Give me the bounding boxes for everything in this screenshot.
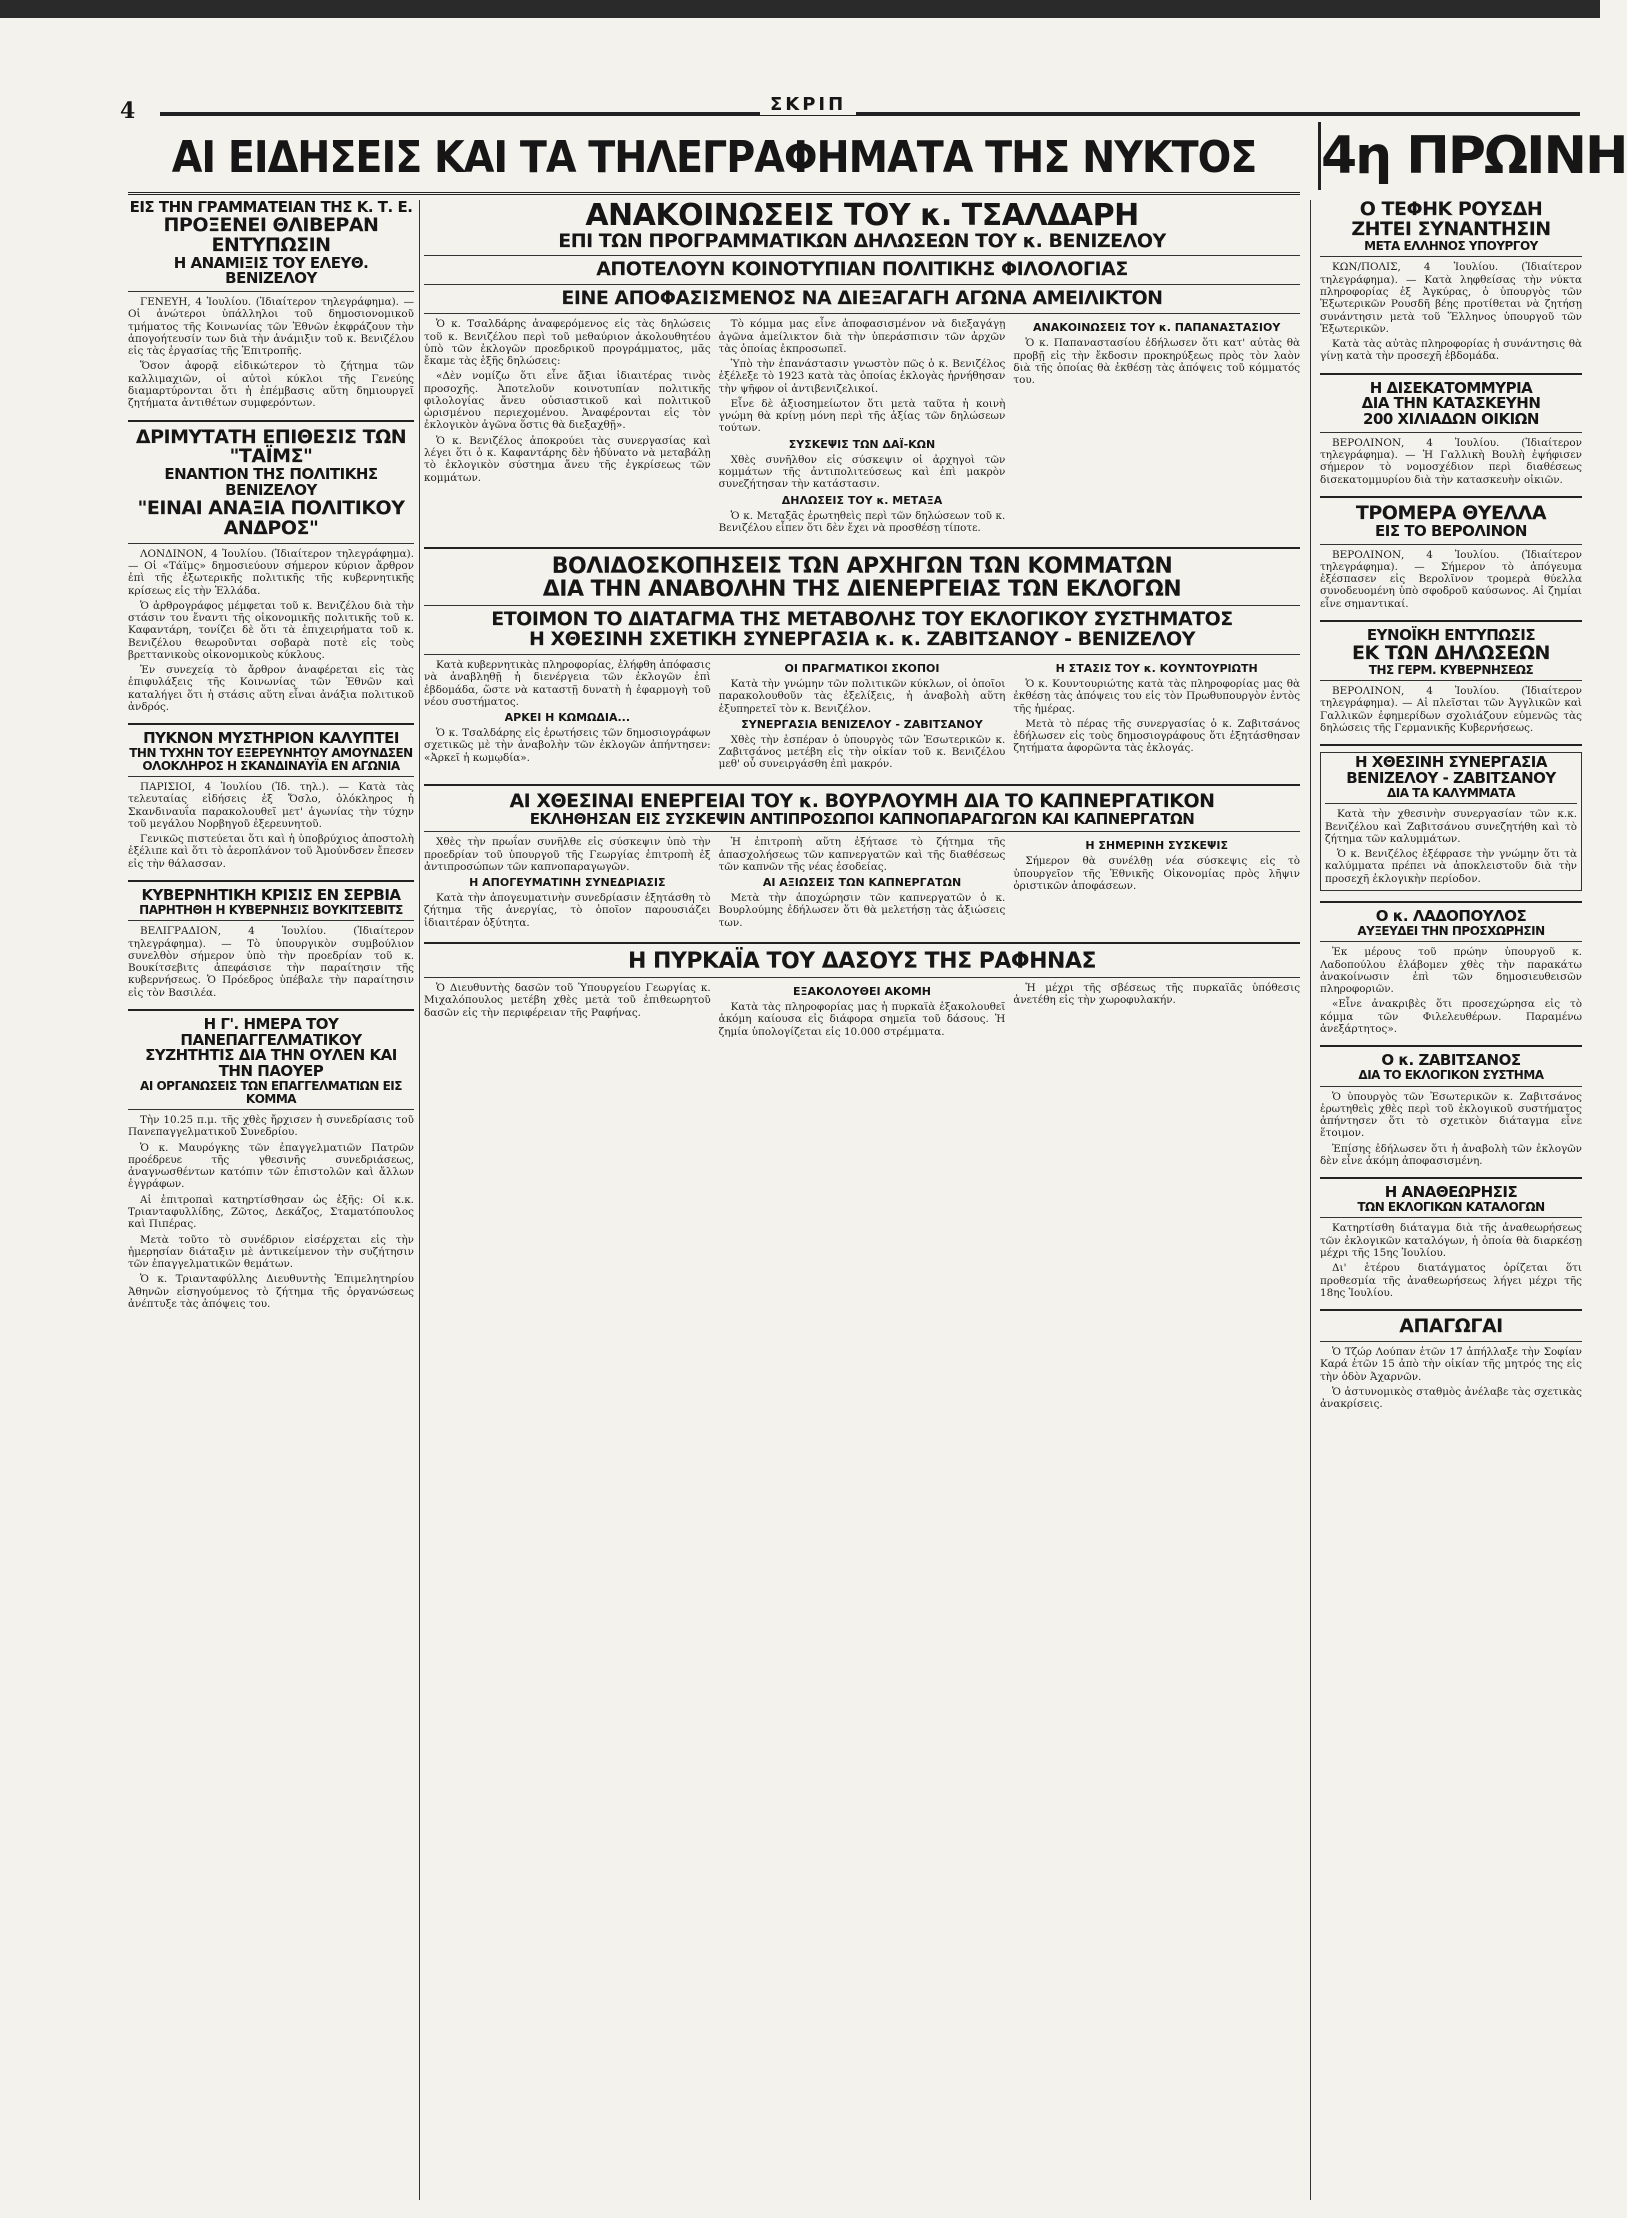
masthead xyxy=(120,94,1580,124)
paragraph: Ὁ κ. Βενιζέλος ἀποκρούει τὰς συνεργασίας καὶ λέγει ὅτι ὁ κ. Καφαντάρης δὲν ἠδύνατο νὰ μεταβάλῃ τὸ ἐκλογικὸν σύστημα ἄνευ τῆς ἐγκρίσεως τῶν κομμάτων. xyxy=(424,434,711,484)
headline: ΕΙΣ ΤΟ ΒΕΡΟΛΙΝΟΝ xyxy=(1375,521,1527,540)
headline: ΠΑΡΗΤΗΘΗ Η ΚΥΒΕΡΝΗΣΙΣ ΒΟΥΚΙΤΣΕΒΙΤΣ xyxy=(139,902,403,917)
headline: ΜΕΤΑ ΕΛΛΗΝΟΣ ΥΠΟΥΡΓΟΥ xyxy=(1364,238,1538,253)
paragraph: Τὸ κόμμα μας εἶνε ἀποφασισμένον νὰ διεξαγάγῃ ἀγῶνα ἀμείλικτον διὰ τὴν ὑπεράσπισιν τῶν ἀρχῶν τὰς ὁποίας ἐκπροσωπεῖ. xyxy=(718,318,1006,355)
paragraph: Ὁ ἀστυνομικὸς σταθμὸς ἀνέλαβε τὰς σχετικὰς ἀνακρίσεις. xyxy=(1320,1385,1582,1411)
headline: Η ΧΘΕΣΙΝΗ ΣΧΕΤΙΚΗ ΣΥΝΕΡΓΑΣΙΑ κ. κ. ΖΑΒΙΤΣΑΝΟΥ - ΒΕΝΙΖΕΛΟΥ xyxy=(529,628,1195,651)
subhead: ΔΗΛΩΣΕΙΣ ΤΟΥ κ. ΜΕΤΑΞΑ xyxy=(781,493,943,507)
paragraph: Μετὰ τοῦτο τὸ συνέδριον εἰσέρχεται εἰς τὴν ἡμερησίαν διάταξιν μὲ ἀντικείμενον τὴν συζήτησιν τῶν ἐπαγγελματικῶν θεμάτων. xyxy=(128,1233,414,1271)
headline: ΕΤΟΙΜΟΝ ΤΟ ΔΙΑΤΑΓΜΑ ΤΗΣ ΜΕΤΑΒΟΛΗΣ ΤΟΥ ΕΚΛΟΓΙΚΟΥ ΣΥΣΤΗΜΑΤΟΣ xyxy=(491,608,1233,631)
article-tobacco xyxy=(424,789,1301,932)
paragraph: Ἡ μέχρι τῆς σβέσεως τῆς πυρκαϊᾶς ὑπόθεσις ἀνετέθη εἰς τὴν χωροφυλακήν. xyxy=(1013,982,1301,1007)
article-german-statements xyxy=(1320,625,1582,734)
paragraph: Ὅσον ἀφορᾷ εἰδικώτερον τὸ ζήτημα τῶν καλλιμαχιῶν, οἱ αὐτοὶ κύκλοι τῆς Γενεύης διαμαρτύρονται ὅτι ἡ ἐπέμβασις αὕτη δημιουργεῖ ζητήματα ἀντιθέτων συμφερόντων. xyxy=(128,360,414,410)
headline: ΑΙ ΧΘΕΣΙΝΑΙ ΕΝΕΡΓΕΙΑΙ ΤΟΥ κ. ΒΟΥΡΛΟΥΜΗ ΔΙΑ ΤΟ ΚΑΠΝΕΡΓΑΤΙΚΟΝ xyxy=(509,789,1215,812)
paragraph: Κατὰ τὰς αὐτὰς πληροφορίας ἡ συνάντησις θὰ γίνῃ κατὰ τὴν προσεχῆ ἑβδομάδα. xyxy=(1320,338,1582,363)
headline: ΔΙΑ ΤΟ ΕΚΛΟΓΙΚΟΝ ΣΥΣΤΗΜΑ xyxy=(1358,1067,1544,1082)
headline: ΑΠΟΤΕΛΟΥΝ ΚΟΙΝΟΤΥΠΙΑΝ ΠΟΛΙΤΙΚΗΣ ΦΙΛΟΛΟΓΙΑΣ xyxy=(596,258,1128,281)
headline: ΔΙΑ ΤΑ ΚΑΛΥΜΜΑΤΑ xyxy=(1386,785,1516,800)
headline: Ο κ. ΖΑΒΙΤΣΑΝΟΣ xyxy=(1381,1051,1521,1070)
headline: ΒΟΛΙΔΟΣΚΟΠΗΣΕΙΣ ΤΩΝ ΑΡΧΗΓΩΝ ΤΩΝ ΚΟΜΜΑΤΩΝ xyxy=(551,554,1173,580)
column-rule xyxy=(419,200,420,2200)
paragraph: «Εἶνε ἀνακριβὲς ὅτι προσεχώρησα εἰς τὸ κόμμα τῶν Φιλελευθέρων. Παραμένω ἀνεξάρτητος». xyxy=(1320,998,1582,1035)
paragraph: Ὁ κ. Κουντουριώτης κατὰ τὰς πληροφορίας μας θὰ ἐκθέσῃ τὰς ἀπόψεις του εἰς τὸν Πρωθυπουργὸν ἐντὸς τῆς ἡμέρας. xyxy=(1013,678,1301,715)
headline: ΔΡΙΜΥΤΑΤΗ ΕΠΙΘΕΣΙΣ ΤΩΝ "ΤΑΪΜΣ" xyxy=(135,425,407,468)
headline: ΑΥΞΕΥΔΕΙ ΤΗΝ ΠΡΟΣΧΩΡΗΣΙΝ xyxy=(1357,923,1545,938)
headline: Η ΠΥΡΚΑΪΑ ΤΟΥ ΔΑΣΟΥΣ ΤΗΣ ΡΑΦΗΝΑΣ xyxy=(627,948,1097,974)
headline: ΟΛΟΚΛΗΡΟΣ Η ΣΚΑΝΔΙΝΑΥΪΑ ΕΝ ΑΓΩΝΙΑ xyxy=(142,758,400,773)
paragraph: Ὁ Διευθυντὴς δασῶν τοῦ Ὑπουργείου Γεωργίας κ. Μιχαλόπουλος μετέβη χθὲς μετὰ τοῦ ἐπιθεωρητοῦ δασῶν εἰς τὴν περιφέρειαν τῆς Ραφήνας. xyxy=(424,982,711,1019)
headline: 200 ΧΙΛΙΑΔΩΝ ΟΙΚΙΩΝ xyxy=(1363,410,1539,429)
subhead: ΣΥΝΕΡΓΑΣΙΑ ΒΕΝΙΖΕΛΟΥ - ΖΑΒΙΤΣΑΝΟΥ xyxy=(741,717,983,731)
article-storm xyxy=(1320,501,1582,610)
headline: ΕΙΝΕ ΑΠΟΦΑΣΙΣΜΕΝΟΣ ΝΑ ΔΙΕΞΑΓΑΓΗ ΑΓΩΝΑ ΑΜΕΙΛΙΚΤΟΝ xyxy=(561,287,1163,310)
subhead: Η ΣΤΑΣΙΣ ΤΟΥ κ. ΚΟΥΝΤΟΥΡΙΩΤΗ xyxy=(1055,662,1258,676)
headline: ΕΝΑΝΤΙΟΝ ΤΗΣ ΠΟΛΙΤΙΚΗΣ ΒΕΝΙΖΕΛΟΥ xyxy=(164,465,378,500)
headline: ΠΡΟΞΕΝΕΙ ΘΛΙΒΕΡΑΝ ΕΝΤΥΠΩΣΙΝ xyxy=(163,213,379,256)
paragraph: Αἱ ἐπιτροπαὶ κατηρτίσθησαν ὡς ἑξῆς: Οἱ κ.κ. Τριανταφυλλίδης, Ζῶτος, Δεκάζος, Σταματόπουλος καὶ Πιπέρας. xyxy=(128,1193,414,1231)
article-abductions xyxy=(1320,1317,1582,1410)
column-left xyxy=(128,200,414,2200)
headline: ΕΚ ΤΩΝ ΔΗΛΩΣΕΩΝ xyxy=(1352,641,1550,664)
paper-name: ΣΚΡΙΠ xyxy=(760,94,856,115)
headline: Ο κ. ΛΑΔΟΠΟΥΛΟΣ xyxy=(1375,906,1527,925)
subhead: ΣΥΣΚΕΨΙΣ ΤΩΝ ΔΑΪ-ΚΩΝ xyxy=(788,437,936,451)
paragraph: Ὁ ὑπουργὸς τῶν Ἐσωτερικῶν κ. Ζαβιτσάνος ἐρωτηθεὶς χθὲς περὶ τοῦ ἐκλογικοῦ συστήματος ἀπήντησεν ὅτι τὸ σχετικὸν διάταγμα εἶνε ἕτοιμον. xyxy=(1320,1090,1582,1140)
headline: Η ΔΙΣΕΚΑΤΟΜΜΥΡΙΑ xyxy=(1369,378,1533,397)
article-tsaldaris xyxy=(424,200,1300,537)
headline: ΚΥΒΕΡΝΗΤΙΚΗ ΚΡΙΣΙΣ ΕΝ ΣΕΡΒΙΑ xyxy=(141,886,401,905)
headline: ΒΕΝΙΖΕΛΟΥ - ΖΑΒΙΤΣΑΝΟΥ xyxy=(1346,769,1556,788)
subhead: Η ΑΠΟΓΕΥΜΑΤΙΝΗ ΣΥΝΕΔΡΙΑΣΙΣ xyxy=(469,876,666,890)
banner-rule xyxy=(128,192,1300,195)
headline: ΤΗΣ ΓΕΡΜ. ΚΥΒΕΡΝΗΣΕΩΣ xyxy=(1368,662,1534,677)
page-number: 4 xyxy=(120,98,136,124)
subhead: ΑΙ ΑΞΙΩΣΕΙΣ ΤΩΝ ΚΑΠΝΕΡΓΑΤΩΝ xyxy=(762,876,962,890)
article-times xyxy=(128,425,414,714)
paragraph: Χθὲς συνῆλθον εἰς σύσκεψιν οἱ ἀρχηγοὶ τῶν κομμάτων τῆς ἀντιπολιτεύσεως καὶ ἐπὶ μακρὸν συνεζήτησαν τὴν κατάστασιν. xyxy=(718,453,1006,491)
paragraph: Κατὰ τὴν γνώμην τῶν πολιτικῶν κύκλων, οἱ ὁποῖοι παρακολουθοῦν τὰς ἐξελίξεις, ἡ ἀναβολὴ αὕτη ἐξυπηρετεῖ τὸν κ. Βενιζέλον. xyxy=(718,678,1006,715)
scan-top-band xyxy=(0,0,1600,18)
paragraph: Κατὰ τὴν ἀπογευματινὴν συνεδρίασιν ἐξητάσθη τὸ ζήτημα τῆς ἀνεργίας, τὸ ὁποῖον παρουσιάζει ἰδιαιτέραν ὀξύτητα. xyxy=(424,892,711,929)
headline: ΕΚΛΗΘΗΣΑΝ ΕΙΣ ΣΥΣΚΕΨΙΝ ΑΝΤΙΠΡΟΣΩΠΟΙ ΚΑΠΝΟΠΑΡΑΓΩΓΩΝ ΚΑΙ ΚΑΠΝΕΡΓΑΤΩΝ xyxy=(529,809,1195,828)
headline: Η ΧΘΕΣΙΝΗ ΣΥΝΕΡΓΑΣΙΑ xyxy=(1354,753,1547,772)
paragraph: Κατὰ τὰς πληροφορίας μας ἡ πυρκαϊὰ ἐξακολουθεῖ ἀκόμη καίουσα εἰς διάφορα σημεῖα τοῦ δάσους. Ἡ ζημία ὑπολογίζεται εἰς 10.000 στρέμματα. xyxy=(718,1001,1006,1038)
article-kte xyxy=(128,200,414,410)
paragraph: Ὁ κ. Μεταξᾶς ἐρωτηθεὶς περὶ τῶν δηλώσεων τοῦ κ. Βενιζέλου εἶπεν ὅτι δὲν ἔχει νὰ προσθέσῃ τίποτε. xyxy=(718,509,1006,534)
paragraph: Σήμερον θὰ συνέλθῃ νέα σύσκεψις εἰς τὸ ὑπουργεῖον τῆς Ἐθνικῆς Οἰκονομίας πρὸς λῆψιν ὁριστικῶν ἀποφάσεων. xyxy=(1013,855,1301,892)
paragraph: Δι' ἑτέρου διατάγματος ὁρίζεται ὅτι προθεσμία τῆς ἀναθεωρήσεως λήγει μέχρι τῆς 18ης Ἰουλίου. xyxy=(1320,1262,1582,1299)
article-serbia xyxy=(128,888,414,999)
headline: ΕΠΙ ΤΩΝ ΠΡΟΓΡΑΜΜΑΤΙΚΩΝ ΔΗΛΩΣΕΩΝ ΤΟΥ κ. ΒΕΝΙΖΕΛΟΥ xyxy=(558,229,1166,252)
column-right xyxy=(1320,200,1582,2200)
paragraph: Ὁ ἀρθρογράφος μέμφεται τοῦ κ. Βενιζέλου διὰ τὴν στάσιν του ἔναντι τῆς οἰκονομικῆς πολιτικῆς τοῦ κ. Καφαντάρη, τονίζει δὲ ὅτι τὰ ἐπιχειρήματα τοῦ κ. Βενιζέλου θεωροῦνται σοβαρὰ ποτὲ εἰς τοὺς βρεττανικοὺς οἰκονομικοὺς κύκλους. xyxy=(128,599,414,661)
paragraph: Μετὰ τὴν ἀποχώρησιν τῶν καπνεργατῶν ὁ κ. Βουρλούμης ἐδήλωσεν ὅτι θὰ μελετήσῃ τὰς ἀξιώσεις των. xyxy=(718,892,1006,929)
article-rafina-fire xyxy=(424,950,1300,1041)
article-zavitsanos xyxy=(1320,1053,1582,1167)
paragraph: Κατηρτίσθη διάταγμα διὰ τῆς ἀναθεωρήσεως τῶν ἐκλογικῶν καταλόγων, ἡ ὁποία θὰ διαρκέσῃ μέχρι τῆς 15ης Ἰουλίου. xyxy=(1320,1222,1582,1259)
headline: Η Γ'. ΗΜΕΡΑ ΤΟΥ ΠΑΝΕΠΑΓΓΕΛΜΑΤΙΚΟΥ xyxy=(180,1014,362,1049)
headline: "ΕΙΝΑΙ ΑΝΑΞΙΑ ΠΟΛΙΤΙΚΟΥ ΑΝΔΡΟΣ" xyxy=(137,496,405,539)
headline: Ο ΤΕΦΗΚ ΡΟΥΣΔΗ xyxy=(1359,198,1543,220)
headline: ΕΥΝΟΪΚΗ ΕΝΤΥΠΩΣΙΣ xyxy=(1366,625,1536,644)
headline: ΕΙΣ ΤΗΝ ΓΡΑΜΜΑΤΕΙΑΝ ΤΗΣ Κ. Τ. Ε. xyxy=(129,198,413,216)
headline: ΤΩΝ ΕΚΛΟΓΙΚΩΝ ΚΑΤΑΛΟΓΩΝ xyxy=(1357,1199,1545,1214)
paragraph: ΒΕΡΟΛΙΝΟΝ, 4 Ἰουλίου. (Ἰδιαίτερον τηλεγράφημα). — Ἡ Γαλλικὴ Βουλὴ ἐψήφισεν σήμερον τὸ νομοσχέδιον περὶ διαθέσεως δισεκατομμυρίου διὰ τὴν κατασκευὴν οἰκιῶν. xyxy=(1320,436,1582,486)
subhead: ΟΙ ΠΡΑΓΜΑΤΙΚΟΙ ΣΚΟΠΟΙ xyxy=(784,662,940,676)
paragraph: Ὁ Τζώρ Λούπαν ἐτῶν 17 ἀπήλλαξε τὴν Σοφίαν Καρά ἐτῶν 15 ἀπὸ τὴν οἰκίαν τῆς μητρός της εἰς τὴν ὁδὸν Ἀχαρνῶν. xyxy=(1320,1345,1582,1383)
paragraph: «Δὲν νομίζω ὅτι εἶνε ἄξιαι ἰδιαιτέρας τινὸς προσοχῆς. Ἀποτελοῦν κοινοτυπίαν πολιτικῆς φιλολογίας ἄνευ οὐσιαστικοῦ καὶ πολιτικοῦ ὡρισμένου περιεχομένου. Ἀναφέρονται εἰς τὸν ἐκλογικὸν ἀγῶνα ὅστις θὰ διεξαχθῇ». xyxy=(424,370,711,432)
paragraph: Κατὰ κυβερνητικὰς πληροφορίας, ἐλήφθη ἀπόφασις νὰ ἀναβληθῇ ἡ διενέργεια τῶν ἐκλογῶν ἐπὶ ἐβδομάδα, ὥστε νὰ καταστῇ δυνατὴ ἡ ἐφαρμογὴ τοῦ νέου συστήματος. xyxy=(424,659,711,708)
paragraph: ΠΑΡΙΣΙΟΙ, 4 Ἰουλίου (Ἰδ. τηλ.). — Κατὰ τὰς τελευταίας εἰδήσεις ἐξ Ὄσλο, ὁλόκληρος ἡ Σκανδιναυΐα παρακολουθεῖ μετ' ἀγωνίας τὴν τύχην τοῦ μεγάλου Νορβηγοῦ ἐξερευνητοῦ. xyxy=(128,781,414,830)
article-ladopoulos xyxy=(1320,906,1582,1035)
headline: ΔΙΑ ΤΗΝ ΑΝΑΒΟΛΗΝ ΤΗΣ ΔΙΕΝΕΡΓΕΙΑΣ ΤΩΝ ΕΚΛΟΓΩΝ xyxy=(542,577,1182,603)
paragraph: Κατὰ τὴν χθεσινὴν συνεργασίαν τῶν κ.κ. Βενιζέλου καὶ Ζαβιτσάνου συνεζητήθη καὶ τὸ ζήτημα τῶν καλυμμάτων. xyxy=(1325,808,1577,845)
headline: Η ΑΝΑΜΙΞΙΣ ΤΟΥ ΕΛΕΥΘ. ΒΕΝΙΖΕΛΟΥ xyxy=(173,253,369,288)
paragraph: Ἡ ἐπιτροπὴ αὕτη ἐξήτασε τὸ ζήτημα τῆς ἀπασχολήσεως τῶν καπνεργατῶν καὶ τῆς διαθέσεως τῶν καπνῶν τῆς νέας ἐσοδείας. xyxy=(718,836,1006,873)
article-cooperation xyxy=(1320,752,1582,891)
paragraph: Χθὲς τὴν ἑσπέραν ὁ ὑπουργὸς τῶν Ἐσωτερικῶν κ. Ζαβιτσάνος μετέβη εἰς τὴν οἰκίαν τοῦ κ. Βενιζέλου μεθ' οὗ συνειργάσθη ἐπὶ μακρόν. xyxy=(718,733,1006,771)
subhead: ΕΞΑΚΟΛΟΥΘΕΙ ΑΚΟΜΗ xyxy=(793,985,932,999)
masthead-rule xyxy=(160,112,1580,116)
paragraph: Χθὲς τὴν πρωΐαν συνῆλθε εἰς σύσκεψιν ὑπὸ τὴν προεδρίαν τοῦ ὑπουργοῦ τῆς Γεωργίας ἐπιτροπὴ ἐξ ἀντιπροσώπων τῶν καπνοπαραγωγῶν. xyxy=(424,836,711,873)
paragraph: Ὑπὸ τὴν ἐπανάστασιν γνωστὸν πῶς ὁ κ. Βενιζέλος ἐξέλεξε τὸ 1923 κατὰ τὰς ὁποίας ἐκλογὰς ἠρνήθησαν τὴν ψῆφον οἱ ἀντιβενιζελικοί. xyxy=(718,358,1006,395)
paragraph: Ὁ κ. Τσαλδάρης εἰς ἐρωτήσεις τῶν δημοσιογράφων σχετικῶς μὲ τὴν ἀναβολὴν τῶν ἐκλογῶν ἀπήντησεν: «Ἀρκεῖ ἡ κωμῳδία». xyxy=(424,727,711,764)
paragraph: Ὁ κ. Παπαναστασίου ἐδήλωσεν ὅτι κατ' αὐτὰς θὰ προβῇ εἰς τὴν ἔκδοσιν προκηρύξεως πρὸς τὸν λαὸν διὰ τῆς ὁποίας θὰ ἐκθέσῃ τὰς ἀπόψεις τοῦ κόμματός του. xyxy=(1013,337,1301,387)
paragraph: Ὁ κ. Τσαλδάρης ἀναφερόμενος εἰς τὰς δηλώσεις τοῦ κ. Βενιζέλου περὶ τοῦ μεθαύριον ἀκολουθητέου ὑπὸ τῶν ἐκλογῶν προεδρικοῦ προγράμματος, μᾶς ἔκαμε τὰς ἑξῆς δηλώσεις: xyxy=(424,318,711,368)
headline: ΠΥΚΝΟΝ ΜΥΣΤΗΡΙΟΝ ΚΑΛΥΠΤΕΙ xyxy=(143,729,399,748)
paragraph: Ὁ κ. Μαυρόγκης τῶν ἐπαγγελματιῶν Πατρῶν προέδρευε τῆς γθεσινῆς συνεδριάσεως, ἀναγνωσθέντων κατόπιν τῶν ἐπιστολῶν καὶ ἄλλων ἐγγράφων. xyxy=(128,1141,414,1191)
column-center xyxy=(424,200,1300,2200)
column-rule xyxy=(1310,200,1311,2200)
edition-label: 4η ΠΡΩΙΝΗ xyxy=(1318,122,1583,190)
article-congress xyxy=(128,1014,414,1310)
paragraph: Ἐκ μέρους τοῦ πρώην ὑπουργοῦ κ. Λαδοπούλου ἐλάβομεν χθὲς τὴν παρακάτω ἀνακοίνωσιν ἐπὶ τῶν δημοσιευθεισῶν πληροφοριῶν. xyxy=(1320,946,1582,996)
paragraph: Μετὰ τὸ πέρας τῆς συνεργασίας ὁ κ. Ζαβιτσάνος ἐδήλωσεν εἰς τοὺς δημοσιογράφους ὅτι ἐξητάσθησαν ζητήματα ἀφορῶντα τὰς ἐκλογάς. xyxy=(1013,717,1301,755)
headline: ΤΡΟΜΕΡΑ ΘΥΕΛΛΑ xyxy=(1355,501,1547,524)
paragraph: ΒΕΡΟΛΙΝΟΝ, 4 Ἰουλίου. (Ἰδιαίτερον τηλεγράφημα). — Αἱ πλεῖσται τῶν Ἀγγλικῶν καὶ Γαλλικῶν ἐφημερίδων σχολιάζουν εὐμενῶς τὰς δηλώσεις τῆς Γερμανικῆς Κυβερνήσεως. xyxy=(1320,685,1582,734)
subhead: Η ΣΗΜΕΡΙΝΗ ΣΥΣΚΕΨΙΣ xyxy=(1085,839,1228,853)
paragraph: Τὴν 10.25 π.μ. τῆς χθὲς ἤρχισεν ἡ συνεδρίασις τοῦ Πανεπαγγελματικοῦ Συνεδρίου. xyxy=(128,1114,414,1139)
headline: ΑΙ ΟΡΓΑΝΩΣΕΙΣ ΤΩΝ ΕΠΑΓΓΕΛΜΑΤΙΩΝ ΕΙΣ ΚΟΜΜΑ xyxy=(140,1078,402,1106)
article-revision xyxy=(1320,1185,1582,1299)
page-banner: ΑΙ ΕΙΔΗΣΕΙΣ ΚΑΙ ΤΑ ΤΗΛΕΓΡΑΦΗΜΑΤΑ ΤΗΣ ΝΥΚΤΟΣ xyxy=(171,132,1257,183)
paragraph: ΚΩΝ/ΠΟΛΙΣ, 4 Ἰουλίου. (Ἰδιαίτερον τηλεγράφημα). — Κατὰ ληφθείσας τὴν νύκτα πληροφορίας ἐξ Ἀγκύρας, ὁ ὑπουργὸς τῶν Ἐξωτερικῶν Ρουσδῆ βέης προτίθεται νὰ ζητήσῃ συνάντησιν μετὰ τοῦ Ἕλληνος ὑπουργοῦ τῶν Ἐξωτερικῶν. xyxy=(1320,261,1582,335)
paragraph: Εἶνε δὲ ἀξιοσημείωτον ὅτι μετὰ ταῦτα ἡ κοινὴ γνώμη θὰ κρίνῃ μόνη περὶ τῆς ἀξίας τῶν δηλώσεων τούτων. xyxy=(718,397,1006,435)
subhead: ΑΝΑΚΟΙΝΩΣΕΙΣ ΤΟΥ κ. ΠΑΠΑΝΑΣΤΑΣΙΟΥ xyxy=(1033,321,1281,335)
article-party-leaders xyxy=(424,555,1300,774)
paragraph: Γενικῶς πιστεύεται ὅτι καὶ ἡ ὑποβρύχιος ἀποστολὴ ἐξέλιπε καὶ ὅτι τὸ ἀεροπλάνον τοῦ Ἀμούνδσεν ἔπεσεν εἰς τὴν θάλασσαν. xyxy=(128,833,414,870)
subhead: ΑΡΚΕΙ Η ΚΩΜΩΔΙΑ... xyxy=(504,711,631,725)
headline: ΔΙΑ ΤΗΝ ΚΑΤΑΣΚΕΥΗΝ xyxy=(1361,394,1541,413)
article-rusdi xyxy=(1320,200,1582,363)
headline: ΣΥΖΗΤΗΤΙΣ ΔΙΑ ΤΗΝ ΟΥΛΕΝ ΚΑΙ ΤΗΝ ΠΑΟΥΕΡ xyxy=(145,1046,397,1081)
headline: ΤΗΝ ΤΥΧΗΝ ΤΟΥ ΕΞΕΡΕΥΝΗΤΟΥ ΑΜΟΥΝΔΣΕΝ xyxy=(129,745,413,760)
paragraph: ΒΕΛΙΓΡΑΔΙΟΝ, 4 Ἰουλίου. (Ἰδιαίτερον τηλεγράφημα). — Τὸ ὑπουργικὸν συμβούλιον συνελθὸν σήμερον ὑπὸ τὴν προεδρίαν τοῦ κ. Βουκίτσεβιτς ἀπεφάσισε τὴν παραίτησιν τῆς κυβερνήσεως. Ὁ Πρόεδρος ὑπέβαλε τὴν παραίτησιν εἰς τὸν Βασιλέα. xyxy=(128,925,414,999)
paragraph: Ὁ κ. Βενιζέλος ἐξέφρασε τὴν γνώμην ὅτι τὰ καλύμματα πρέπει νὰ ἀποκλειστοῦν διὰ τὴν προσεχῆ ἐκλογικὴν περίοδον. xyxy=(1325,848,1577,885)
headline: Η ΑΝΑΘΕΩΡΗΣΙΣ xyxy=(1384,1183,1518,1202)
paragraph: ΒΕΡΟΛΙΝΟΝ, 4 Ἰουλίου. (Ἰδιαίτερον τηλεγράφημα). — Σήμερον τὸ ἀπόγευμα ἐξέσπασεν εἰς Βερολῖνον τρομερὰ θύελλα συνοδευομένη ὑπὸ σφοδροῦ καύσωνος. Αἱ ζημίαι εἶνε σημαντικαί. xyxy=(1320,548,1582,610)
article-billion xyxy=(1320,378,1582,486)
headline: ΖΗΤΕΙ ΣΥΝΑΝΤΗΣΙΝ xyxy=(1351,217,1551,240)
paragraph: Ἐπίσης ἐδήλωσεν ὅτι ἡ ἀναβολὴ τῶν ἐκλογῶν δὲν εἶνε ἀκόμη ἀποφασισμένη. xyxy=(1320,1142,1582,1167)
paragraph: ΛΟΝΔΙΝΟΝ, 4 Ἰουλίου. (Ἰδιαίτερον τηλεγράφημα). — Οἱ «Τάϊμς» δημοσιεύουν σήμερον κύριον ἄρθρον ἐπὶ τῆς ἐξωτερικῆς πολιτικῆς τῆς κυβερνητικῆς κρίσεως εἰς τὴν Ἑλλάδα. xyxy=(128,547,414,597)
paragraph: Ἐν συνεχείᾳ τὸ ἄρθρον ἀναφέρεται εἰς τὰς ἐπιφυλάξεις τῆς Κοινωνίας τῶν Ἐθνῶν καὶ καταλήγει ὅτι ἡ στάσις αὕτη εἶναι ἀνάξια πολιτικοῦ ἀνδρός. xyxy=(128,664,414,713)
headline: ΑΝΑΚΟΙΝΩΣΕΙΣ ΤΟΥ κ. ΤΣΑΛΔΑΡΗ xyxy=(585,198,1139,233)
headline: ΑΠΑΓΩΓΑΙ xyxy=(1399,1315,1503,1338)
paragraph: Ὁ κ. Τριανταφύλλης Διευθυντὴς Ἐπιμελητηρίου Ἀθηνῶν εἰσηγούμενος τὸ ζήτημα τῆς ὀργανώσεως ἀνέπτυξε τὰς ἀπόψεις του. xyxy=(128,1273,414,1310)
article-amundsen xyxy=(128,731,414,870)
paragraph: ΓΕΝΕΥΗ, 4 Ἰουλίου. (Ἰδιαίτερον τηλεγράφημα). — Οἱ ἀνώτεροι ὑπάλληλοι τοῦ δημοσιονομικοῦ τμήματος τῆς Κοινωνίας τῶν Ἐθνῶν ἐκφράζουν τὴν ἀπογοήτευσίν των διὰ τὴν ἀνάμιξιν τοῦ κ. Βενιζέλου εἰς τὰς ἐργασίας τῆς Ἐπιτροπῆς. xyxy=(128,296,414,358)
